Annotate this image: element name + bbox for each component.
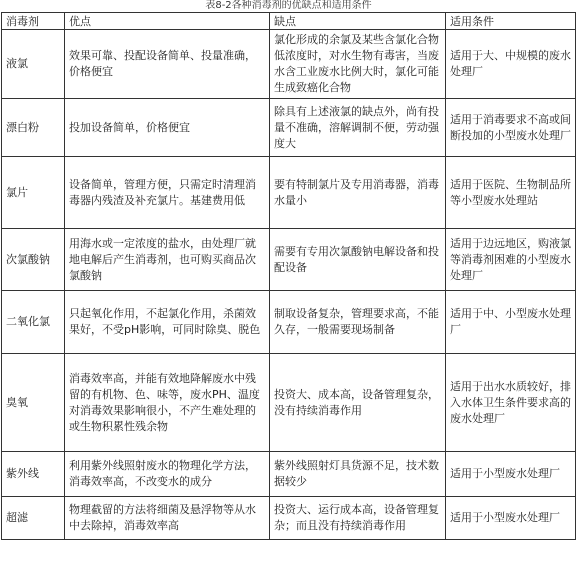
table-row (2, 30, 576, 99)
cell-conditions: 适用于消毒要求不高或间断投加的小型废水处理厂 (446, 99, 576, 157)
cell-disinfectant: 漂白粉 (2, 99, 65, 157)
cell-cons: 氯化形成的余氯及某些含氯化合物低浓度时，对水生物有毒害，当废水含工业废水比例大时，氯化可能生成致癌化合物 (270, 30, 446, 99)
cell-conditions: 适用于医院、生物制品所等小型废水处理站 (446, 157, 576, 229)
cell-conditions: 适用于小型废水处理厂 (446, 452, 576, 497)
cell-disinfectant: 液氯 (2, 30, 65, 99)
cell-disinfectant: 氯片 (2, 157, 65, 229)
cell-cons: 紫外线照射灯具货源不足，技术数据较少 (270, 452, 446, 497)
cell-pros: 效果可靠、投配设备简单、投量准确，价格便宜 (65, 30, 270, 99)
cell-conditions: 适用于出水水质较好，排入水体卫生条件要求高的废水处理厂 (446, 354, 576, 452)
cell-pros: 设备简单，管理方便，只需定时清理消毒器内残渣及补充氯片。基建费用低 (65, 157, 270, 229)
cell-pros: 消毒效率高，并能有效地降解废水中残留的有机物、色、味等，废水PH、温度对消毒效果影响很小，不产生难处理的或生物积累性残余物 (65, 354, 270, 452)
cell-conditions: 适用于大、中规模的废水处理厂 (446, 30, 576, 99)
cell-disinfectant: 臭氧 (2, 354, 65, 452)
disinfectant-table (1, 12, 576, 540)
header-pros: 优点 (65, 13, 270, 30)
cell-conditions: 适用于边远地区，购液氯等消毒剂困难的小型废水处理厂 (446, 229, 576, 291)
cell-pros: 投加设备简单，价格便宜 (65, 99, 270, 157)
table-caption: 表8-2各种消毒剂的优缺点和适用条件 (205, 0, 372, 11)
cell-cons: 除具有上述液氯的缺点外，尚有投量不准确，溶解调制不便，劳动强度大 (270, 99, 446, 157)
cell-disinfectant: 二氧化氯 (2, 291, 65, 354)
cell-pros: 物理截留的方法将细菌及悬浮物等从水中去除掉，消毒效率高 (65, 497, 270, 540)
cell-cons: 投资大、成本高，设备管理复杂，没有持续消毒作用 (270, 354, 446, 452)
cell-cons: 要有特制氯片及专用消毒器，消毒水量小 (270, 157, 446, 229)
cell-disinfectant: 紫外线 (2, 452, 65, 497)
table-header-row (2, 13, 576, 30)
table-row (2, 157, 576, 229)
table-row (2, 99, 576, 157)
header-disinfectant: 消毒剂 (2, 13, 65, 30)
cell-pros: 利用紫外线照射废水的物理化学方法，消毒效率高，不改变水的成分 (65, 452, 270, 497)
table-row (2, 452, 576, 497)
cell-disinfectant: 超滤 (2, 497, 65, 540)
cell-cons: 制取设备复杂，管理要求高，不能久存，一般需要现场制备 (270, 291, 446, 354)
table-row (2, 354, 576, 452)
cell-conditions: 适用于中、小型废水处理厂 (446, 291, 576, 354)
header-conditions: 适用条件 (446, 13, 576, 30)
cell-cons: 投资大、运行成本高，设备管理复杂；而且没有持续消毒作用 (270, 497, 446, 540)
header-cons: 缺点 (270, 13, 446, 30)
cell-pros: 只起氧化作用，不起氯化作用，杀菌效果好，不受pH影响，可同时除臭、脱色 (65, 291, 270, 354)
cell-conditions: 适用于小型废水处理厂 (446, 497, 576, 540)
cell-disinfectant: 次氯酸钠 (2, 229, 65, 291)
table-row (2, 497, 576, 540)
cell-pros: 用海水或一定浓度的盐水，由处理厂就地电解后产生消毒剂，也可购买商品次氯酸钠 (65, 229, 270, 291)
table-row (2, 229, 576, 291)
cell-cons: 需要有专用次氯酸钠电解设备和投配设备 (270, 229, 446, 291)
table-row (2, 291, 576, 354)
